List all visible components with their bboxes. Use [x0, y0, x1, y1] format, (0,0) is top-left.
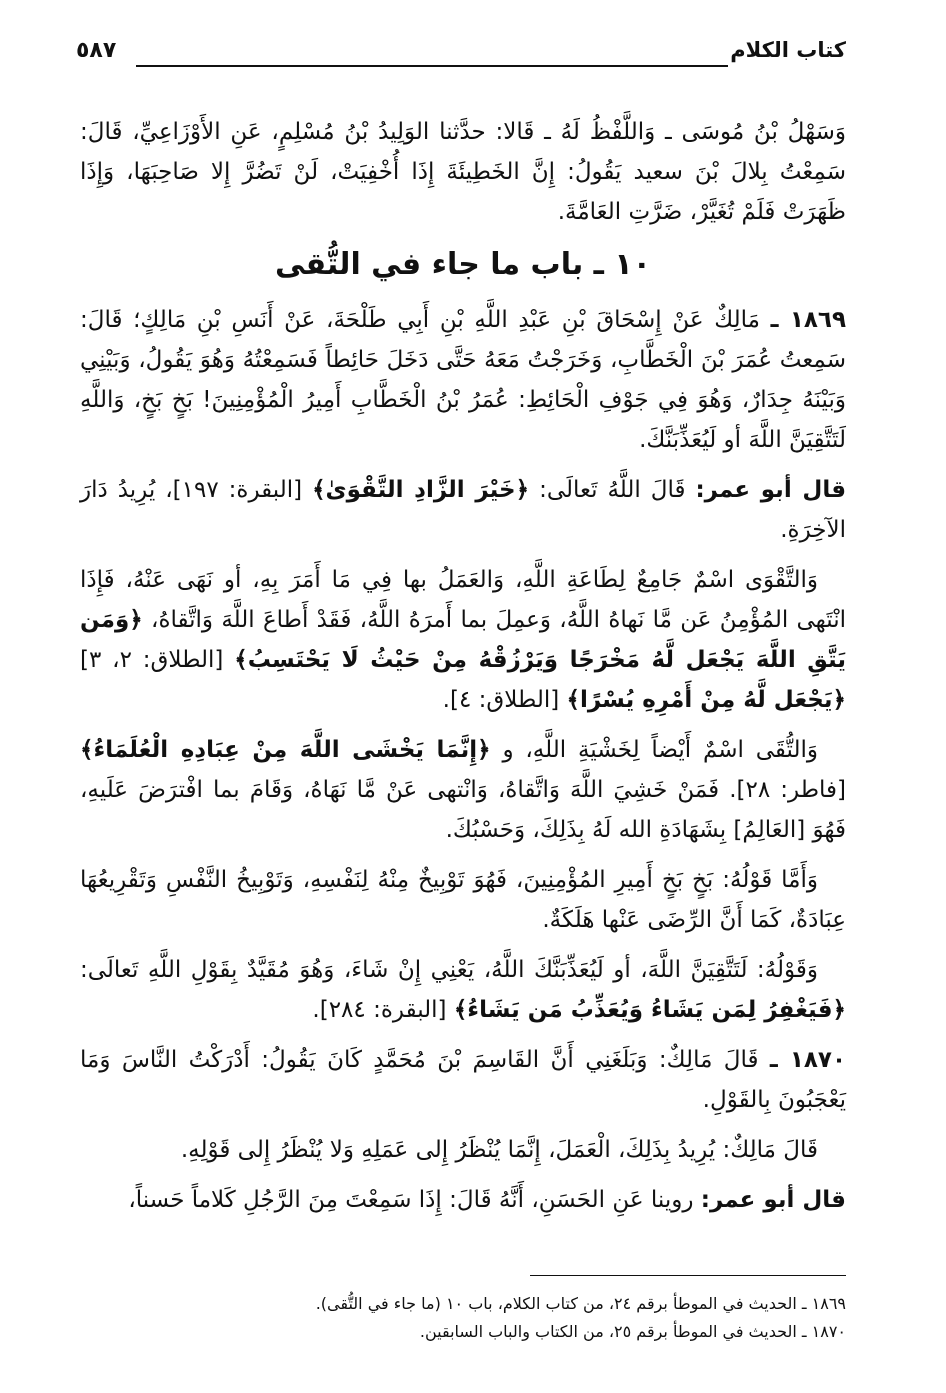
hadith-text: قَالَ مَالِكٌ: وَبَلَغَنِي أَنَّ القَاسِمَ بْنَ مُحَمَّدٍ كَانَ يَقُولُ: أَدْرَكْتُ النَّاسَ وَمَا يَعْجَبُونَ بِالقَوْلِ.	[80, 1047, 846, 1113]
commentator-label: قال أبو عمر:	[695, 477, 847, 503]
commentary-text: [فاطر: ٢٨]. فَمَنْ خَشِيَ اللَّهَ وَاتَّقاهُ، وَانْتهى عَنْ مَّا نَهَاهُ، وَقَامَ بما افْترَضَ عَلَيهِ، فَهُوَ [العَالِمُ] بِشَهَادَةِ الله لَهُ بِذَلِكَ، وَحَسْبُكَ.	[80, 777, 846, 843]
running-header	[76, 38, 846, 74]
commentary-text: روينا عَنِ الحَسَنِ، أَنَّهُ قَالَ: إِذَا سَمِعْتَ مِنَ الرَّجُلِ كَلاماً حَسناً،	[128, 1187, 694, 1213]
commentary-text: وَالتُّقَى اسْمٌ أَيْضاً لِخَشْيَةِ اللَّهِ، و	[502, 737, 819, 763]
commentary-paragraph: وَأَمَّا قَوْلُهُ: بَخٍ بَخٍ أَمِيرِ المُؤْمِنِينَ، فَهُوَ تَوْبِيخٌ مِنْهُ لِنَفْسِهِ، وَتَوْبِيخُ النَّفْسِ وَتَقْرِيعُهَا عِبَادَةٌ، كَمَا أَنَّ الرِّضَى عَنْها هَلَكَةٌ.	[80, 867, 846, 933]
commentary-text: [البقرة: ٢٨٤].	[312, 997, 447, 1023]
opening-paragraph: وَسَهْلُ بْنُ مُوسَى ـ وَاللَّفْظُ لَهُ ـ قَالا: حدَّثنا الوَلِيدُ بْنُ مُسْلِمٍ، عَنِ الأَوْزَاعِيِّ، قَالَ: سَمِعْتُ بِلالَ بْنَ سعيد يَقُولُ: إِنَّ الخَطِيئَةَ إِذَا أُخْفِيَتْ، لَنْ تَضُرَّ إِلا صَاحِبَهَا، وَإِذَا ظَهَرَتْ فَلَمْ تُغَيَّرْ، ضَرَّتِ العَامَّةَ.	[80, 119, 846, 225]
footnote: ١٨٧٠ ـ الحديث في الموطأ برقم ٢٥، من الكتاب والباب السابقين.	[419, 1322, 846, 1341]
commentary-text: قَالَ اللَّهُ تَعالَى:	[539, 477, 686, 503]
commentary-text: وَقَوْلُهُ: لَتَتَّقِيَنَّ اللَّهَ، أو لَيُعَذِّبَنَّكَ اللَّهُ، يَعْنِي إِنْ شَاءَ، وَهُوَ مُقَيَّدٌ بِقَوْلِ اللَّهِ تَعالَى:	[80, 957, 818, 983]
quran-quote: ﴿وَمَن يَتَّقِ اللَّهَ يَجْعَل لَّهُ مَخْرَجًا وَيَرْزُقْهُ مِنْ حَيْثُ لَا يَحْتَسِبُ﴾	[80, 607, 846, 673]
closing-paragraph	[80, 1180, 846, 1220]
book-title: كتاب الكلام	[730, 38, 846, 62]
commentary-text: [البقرة: ١٩٧]، يُرِيدُ دَارَ الآخِرَةِ.	[80, 477, 846, 543]
commentary-paragraph	[80, 730, 846, 850]
hadith-text: مَالِكٌ عَنْ إِسْحَاقَ بْنِ عَبْدِ اللَّهِ بْنِ أَبِي طَلْحَةَ، عَنْ أَنَسِ بْنِ مَالِكٍ؛ قَالَ: سَمِعتُ عُمَرَ بْنَ الْخَطَّابِ، وَخَرَجْتُ مَعَهُ حَتَّى دَخَلَ حَائِطاً فَسَمِعْتُهُ وَهُوَ يَقُولُ، وَبَيْنِي وَبَيْنَهُ جِدَارٌ، وَهُوَ فِي جَوْفِ الْحَائِطِ: عُمَرُ بْنُ الْخَطَّابِ أَمِيرُ الْمُؤْمِنِينَ! بَخٍ بَخٍ، وَاللَّهِ لَتَتَّقِيَنَّ اللَّهَ أو لَيُعَذِّبَنَّكَ.	[80, 307, 846, 453]
commentary-text: [الطلاق: ٢، ٣]	[80, 647, 224, 673]
page-number: ٥٨٧	[76, 38, 117, 63]
hadith-number: ١٨٧٠ ـ	[769, 1047, 846, 1073]
quran-quote: ﴿خَيْرَ الزَّادِ التَّقْوَىٰ﴾	[312, 477, 530, 503]
commentary-paragraph	[80, 560, 846, 720]
hadith-number: ١٨٦٩ ـ	[770, 307, 846, 333]
malik-remark: قَالَ مَالِكٌ: يُرِيدُ بِذَلِكَ، الْعَمَلَ، إِنَّمَا يُنْظَرُ إِلى عَمَلِهِ وَلا يُنْظَرُ إِلى قَوْلِهِ.	[180, 1137, 818, 1163]
footnotes	[126, 1290, 846, 1346]
page-body	[80, 112, 846, 1230]
hadith-1870	[80, 1040, 846, 1120]
commentary-paragraph	[80, 950, 846, 1030]
hadith-1869	[80, 300, 846, 460]
quran-quote: ﴿يَجْعَل لَّهُ مِنْ أَمْرِهِ يُسْرًا﴾	[566, 687, 846, 713]
header-rule	[136, 65, 728, 67]
commentary-paragraph	[80, 470, 846, 550]
footnote: ١٨٦٩ ـ الحديث في الموطأ برقم ٢٤، من كتاب الكلام، باب ١٠ (ما جاء في التُّقى).	[315, 1294, 846, 1313]
chapter-heading: ١٠ ـ باب ما جاء في التُّقى	[274, 247, 651, 282]
commentary-text: [الطلاق: ٤].	[442, 687, 560, 713]
commentary-text: وَالتَّقْوَى اسْمٌ جَامِعٌ لِطَاعَةِ اللَّهِ، وَالعَمَلُ بها فِي مَا أَمَرَ بِهِ، أو نَهَى عَنْهُ، فَإِذَا انْتَهى المُؤْمِنُ عَن مَّا نَهاهُ اللَّهُ، وَعمِلَ بما أَمرَهُ اللَّهُ، فَقَدْ أَطاعَ اللَّهَ وَاتَّقاهُ،	[80, 567, 847, 633]
quran-quote: ﴿فَيَغْفِرُ لِمَن يَشَاءُ وَيُعَذِّبُ مَن يَشَاءُ﴾	[453, 997, 846, 1023]
quran-quote: ﴿إِنَّمَا يَخْشَى اللَّهَ مِنْ عِبَادِهِ الْعُلَمَاءُ﴾	[80, 737, 491, 763]
commentator-label: قال أبو عمر:	[700, 1187, 846, 1213]
footnote-rule	[530, 1275, 846, 1276]
